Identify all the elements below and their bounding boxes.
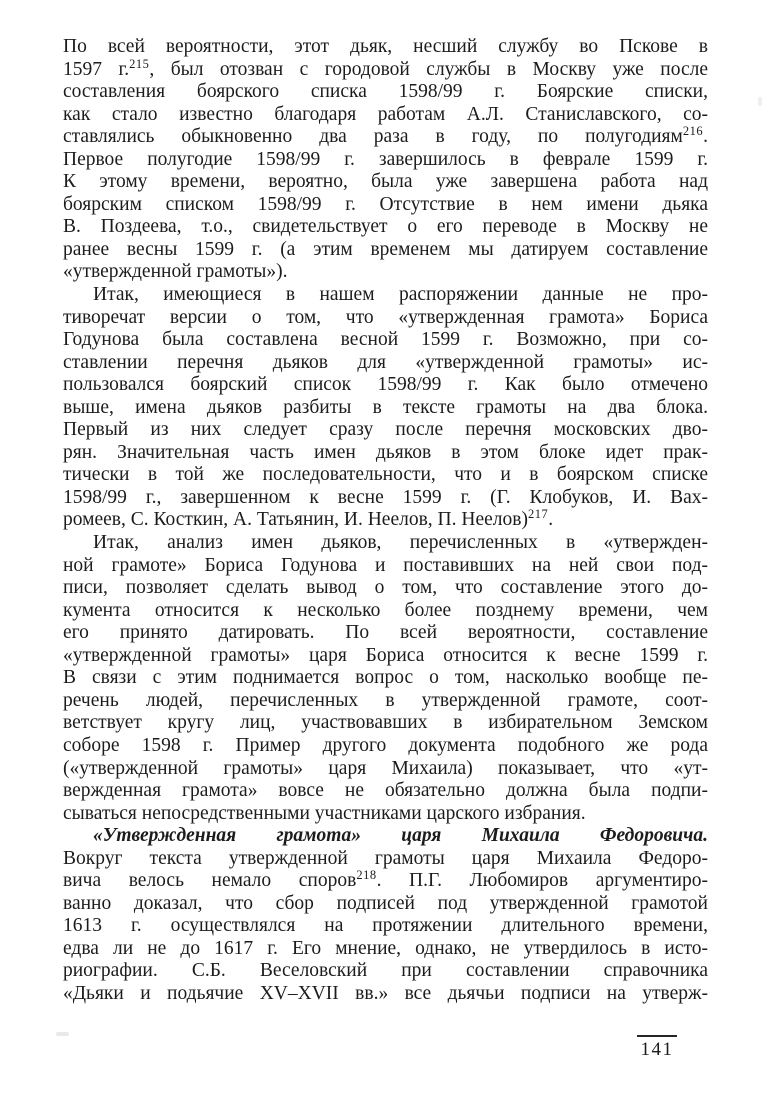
text-segment: К этому времени, вероятно, была уже завершена работа над [63,171,708,193]
text-line [63,690,708,713]
text-line [63,397,708,420]
text-segment: Годунова была составлена весной 1599 г. Возможно, при со- [63,329,708,351]
text-line [63,622,708,645]
text-segment: Первое полугодие 1598/99 г. завершилось в феврале 1599 г. [63,148,708,170]
text-line [63,442,708,465]
text-line [63,960,708,983]
text-line [63,780,708,803]
page-number-block [637,1035,677,1061]
text-segment: Вокруг текста утвержденной грамоты царя Михаила Федоро- [63,847,708,869]
text-line [63,600,708,623]
text-line [63,284,708,307]
text-segment: Итак, анализ имен дьяков, перечисленных в «утвержден- [93,532,708,554]
text-line [63,239,708,262]
text-line [63,216,708,239]
text-line [63,938,708,961]
text-segment: пользовался боярский список 1598/99 г. Как было отмечено [63,374,708,396]
text-line [63,555,708,578]
text-segment: боярским списком 1598/99 г. Отсутствие в нем имени дьяка [63,193,708,215]
text-segment: ставлении перечня дьяков для «утвержденной грамоты» ис- [63,351,708,373]
text-line: 1597 г.215, был отозван с городовой службы в Москву уже после [63,58,708,80]
text-line [63,36,708,59]
text-segment: как стало известно благодаря работам А.Л. Станиславского, со- [63,103,708,125]
text-line [63,983,708,1006]
scan-artifact [758,97,762,106]
text-segment: . П.Г. Любомиров аргументиро- [376,870,708,892]
text-segment: («утвержденной грамоты» царя Михаила) показывает, что «ут- [63,757,708,779]
text-segment: ставлялись обыкновенно два раза в году, по полугодиям [63,126,683,148]
text-line [63,893,708,916]
text-line [63,307,708,330]
text-segment: «утвержденной грамоты» царя Бориса относится к весне 1599 г. [63,644,708,666]
text-segment: вержденная грамота» вовсе не обязательно должна была подпи- [63,780,708,802]
text-segment: соборе 1598 г. Пример другого документа подобного же рода [63,734,708,756]
text-segment: Первый из них следует сразу после перечня московских дво- [63,419,708,441]
text-line [63,419,708,442]
text-line [63,464,708,487]
text-segment: 1613 г. осуществлялся на протяжении длительного времени, [63,915,708,937]
text-segment: составления боярского списка 1598/99 г. Боярские списки, [63,81,708,103]
text-segment: выше, имена дьяков разбиты в тексте грамоты на два блока. [63,396,708,418]
text-segment: ромеев, С. Косткин, А. Татьянин, И. Неелов, П. Неелов) [63,509,528,531]
text-segment: ной грамоте» Бориса Годунова и поставивших на ней свои под- [63,554,708,576]
text-line [63,149,708,172]
text-segment: ветствует кругу лиц, участвовавших в избирательном Земском [63,712,708,734]
page-number: 141 [640,1039,674,1060]
text-segment: 1598/99 г., завершенном к весне 1599 г. (Г. Клобуков, И. Вах- [63,486,708,508]
text-segment: кумента относится к несколько более позднему времени, чем [63,599,708,621]
text-line [63,848,708,871]
text-line [63,758,708,781]
text-line [63,352,708,375]
text-line [63,803,708,826]
text-segment: ванно доказал, что сбор подписей под утвержденной грамотой [63,892,708,914]
text-segment: тиворечат версии о том, что «утвержденная грамота» Бориса [63,306,708,328]
text-segment: рян. Значительная часть имен дьяков в этом блоке идет прак- [63,441,708,463]
text-segment: речень людей, перечисленных в утвержденной грамоте, соот- [63,689,708,711]
scan-artifact [56,1032,69,1036]
text-segment: вича велось немало споров [63,870,357,892]
text-line: ставлялись обыкновенно два раза в году, по полугодиям216. [63,126,708,148]
text-line: вича велось немало споров218. П.Г. Любомиров аргументиро- [63,870,708,892]
text-line [63,171,708,194]
text-segment: его принято датировать. По всей вероятности, составление [63,622,708,644]
text-segment: По всей вероятности, этот дьяк, несший службу во Пскове в [63,36,708,57]
text-block [63,36,708,1006]
text-segment: В связи с этим поднимается вопрос о том, насколько вообще пе- [63,667,708,689]
text-segment: «утвержденной грамоты»). [63,261,288,283]
text-line [63,261,708,284]
text-line [63,81,708,104]
text-segment: , был отозван с городовой службы в Москву уже после [149,58,708,80]
text-line [63,667,708,690]
text-line [63,532,708,555]
text-line [63,329,708,352]
text-segment: «Дьяки и подьячие XV–XVII вв.» все дьячьи подписи на утверж- [63,982,708,1004]
text-line [63,104,708,127]
text-segment: . [548,509,554,531]
text-segment: 1597 г. [63,58,130,80]
text-segment: риографии. С.Б. Веселовский при составлении справочника [63,960,708,982]
text-line [63,374,708,397]
text-segment: тически в той же последовательности, что и в боярском списке [63,464,708,486]
text-line [63,825,708,848]
text-line [63,915,708,938]
text-segment: едва ли не до 1617 г. Его мнение, однако, не утвердилось в исто- [63,937,708,959]
text-segment: . [703,126,708,148]
text-line [63,712,708,735]
text-line [63,735,708,758]
text-line [63,645,708,668]
text-line [63,487,708,510]
text-segment: Итак, имеющиеся в нашем распоряжении данные не про- [93,284,708,306]
text-segment: ранее весны 1599 г. (а этим временем мы датируем составление [63,238,708,260]
text-line [63,577,708,600]
text-segment: сываться непосредственными участниками царского избрания. [63,802,586,824]
text-line [63,194,708,217]
inline-heading: «Утвержденная грамота» царя Михаила Федоровича. [93,825,708,847]
text-segment: писи, позволяет сделать вывод о том, что составление этого до- [63,577,708,599]
text-segment: В. Поздеева, т.о., свидетельствует о его переводе в Москву не [63,216,708,238]
text-line: ромеев, С. Косткин, А. Татьянин, И. Неелов, П. Неелов)217. [63,509,554,531]
